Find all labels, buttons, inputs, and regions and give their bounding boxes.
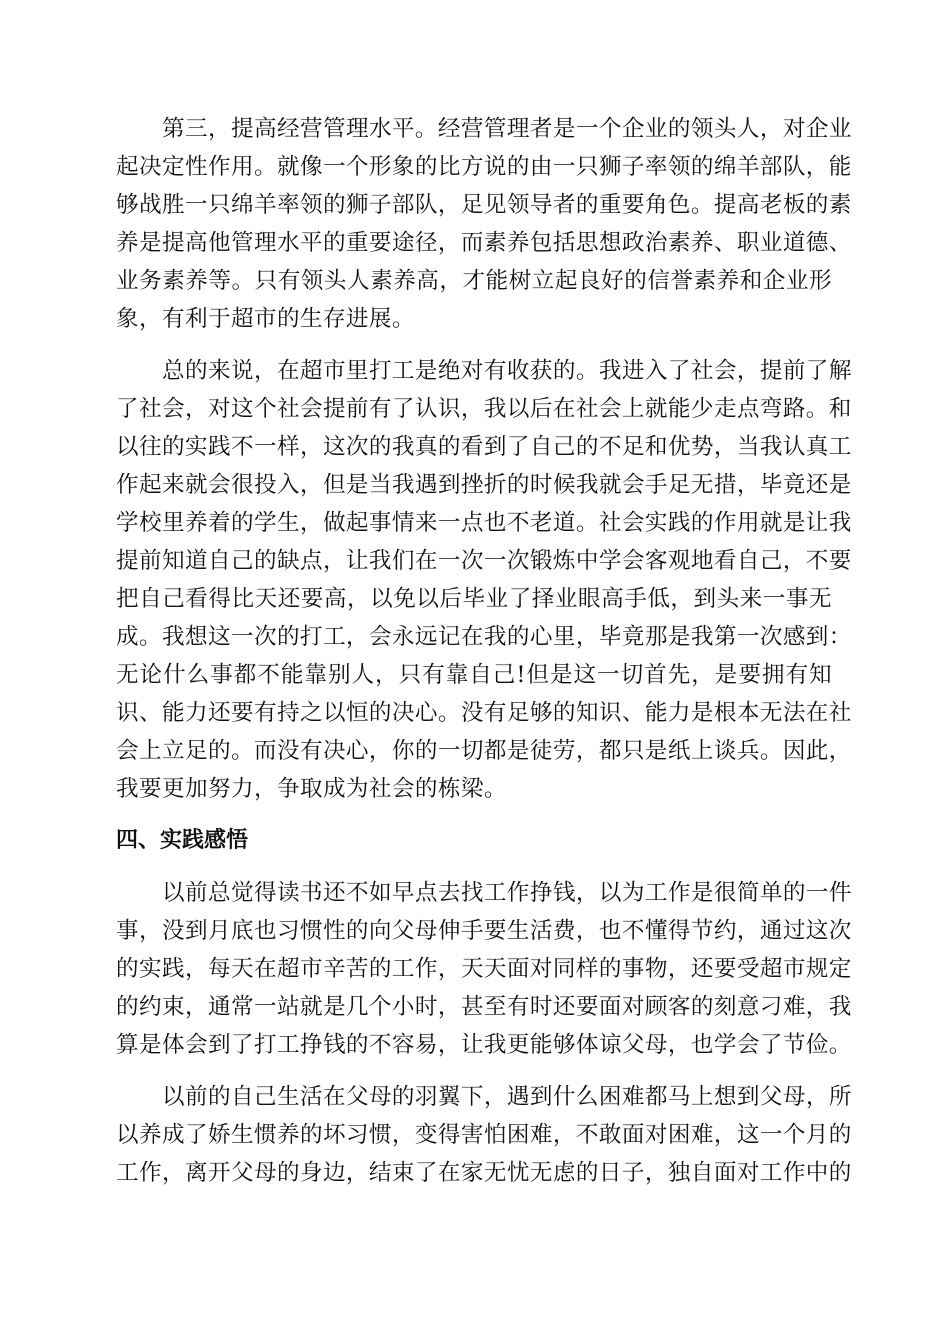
- paragraph-reflection-2: [116, 1078, 852, 1192]
- text-line: 的约束，通常一站就是几个小时，甚至有时还要面对顾客的刻意刁难，我: [116, 994, 852, 1020]
- text-line: 以养成了娇生惯养的坏习惯，变得害怕困难，不敢面对困难，这一个月的: [116, 1122, 852, 1148]
- paragraph-summary: [116, 352, 852, 808]
- text-line: 无论什么事都不能靠别人，只有靠自己!但是这一切首先，是要拥有知: [116, 662, 832, 688]
- text-line: 了社会，对这个社会提前有了认识，我以后在社会上就能少走点弯路。和: [116, 396, 852, 422]
- text-line: 会上立足的。而没有决心，你的一切都是徒劳，都只是纸上谈兵。因此，: [116, 738, 852, 764]
- text-line: 学校里养着的学生，做起事情来一点也不老道。社会实践的作用就是让我: [116, 510, 852, 536]
- text-line: 事，没到月底也习惯性的向父母伸手要生活费，也不懂得节约，通过这次: [116, 918, 852, 944]
- paragraph-management: [116, 110, 852, 338]
- text-line: 提前知道自己的缺点，让我们在一次一次锻炼中学会客观地看自己，不要: [116, 548, 852, 574]
- text-line: 总的来说，在超市里打工是绝对有收获的。我进入了社会，提前了解: [162, 358, 852, 384]
- text-line: 作起来就会很投入，但是当我遇到挫折的时候我就会手足无措，毕竟还是: [116, 472, 852, 498]
- text-line: 工作，离开父母的身边，结束了在家无忧无虑的日子，独自面对工作中的: [116, 1160, 852, 1186]
- text-line: 以前的自己生活在父母的羽翼下，遇到什么困难都马上想到父母，所: [162, 1084, 852, 1110]
- text-line: 把自己看得比天还要高，以免以后毕业了择业眼高手低，到头来一事无: [116, 586, 832, 612]
- text-line: 以前总觉得读书还不如早点去找工作挣钱，以为工作是很简单的一件: [162, 880, 852, 906]
- text-line: 识、能力还要有持之以恒的决心。没有足够的知识、能力是根本无法在社: [116, 700, 852, 726]
- text-line: 养是提高他管理水平的重要途径，而素养包括思想政治素养、职业道德、: [116, 230, 852, 256]
- text-line: 起决定性作用。就像一个形象的比方说的由一只狮子率领的绵羊部队，能: [116, 154, 852, 180]
- text-line: 以往的实践不一样，这次的我真的看到了自己的不足和优势，当我认真工: [116, 434, 852, 460]
- text-line: 的实践，每天在超市辛苦的工作，天天面对同样的事物，还要受超市规定: [116, 956, 852, 982]
- text-line: 成。我想这一次的打工，会永远记在我的心里，毕竟那是我第一次感到：: [116, 624, 852, 650]
- text-line: 够战胜一只绵羊率领的狮子部队，足见领导者的重要角色。提高老板的素: [116, 192, 852, 218]
- text-line: 第三，提高经营管理水平。经营管理者是一个企业的领头人，对企业: [162, 116, 852, 142]
- section-heading: 四、实践感悟: [116, 828, 249, 853]
- text-line: 象，有利于超市的生存进展。: [116, 306, 415, 332]
- text-line: 我要更加努力，争取成为社会的栋梁。: [116, 776, 507, 802]
- text-line: 业务素养等。只有领头人素养高，才能树立起良好的信誉素养和企业形: [116, 268, 832, 294]
- text-line: 算是体会到了打工挣钱的不容易，让我更能够体谅父母，也学会了节俭。: [116, 1032, 852, 1058]
- paragraph-reflection-1: [116, 874, 852, 1064]
- document-page: [116, 110, 852, 1206]
